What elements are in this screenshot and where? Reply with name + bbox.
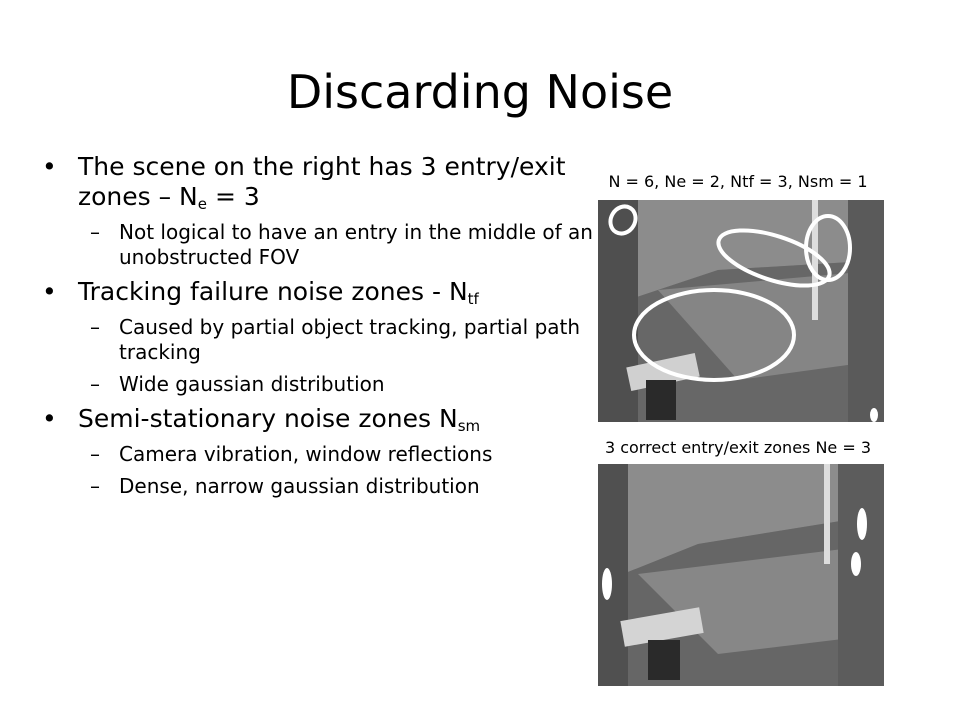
bullet-entry-exit-zones	[42, 152, 602, 212]
sub-bullet: – Wide gaussian distribution	[42, 372, 602, 397]
top-image-caption: N = 6, Ne = 2, Ntf = 3, Nsm = 1	[608, 172, 868, 191]
sub-bullet: – Camera vibration, window reflections	[42, 442, 602, 467]
bullet-subscript: tf	[467, 290, 479, 308]
bullet-subscript: sm	[457, 417, 481, 435]
bullet-text: Semi-stationary noise zones N	[78, 404, 458, 433]
bullet-text-after: = 3	[207, 182, 260, 211]
bottom-image-caption: 3 correct entry/exit zones Ne = 3	[604, 438, 872, 457]
bullet-tracking-failure	[42, 277, 602, 307]
bullet-semi-stationary	[42, 404, 602, 434]
bullet-text: The scene on the right has 3 entry/exit zones – N	[78, 152, 566, 211]
bullet-text: Tracking failure noise zones - N	[78, 277, 468, 306]
slide-title: Discarding Noise	[286, 65, 674, 119]
sub-bullet: – Dense, narrow gaussian distribution	[42, 474, 602, 499]
bullet-list	[42, 152, 602, 506]
top-scene-image	[598, 200, 884, 422]
bottom-scene-image	[598, 464, 884, 686]
sub-bullet: – Caused by partial object tracking, partial path tracking	[42, 315, 602, 365]
sub-bullet: – Not logical to have an entry in the middle of an unobstructed FOV	[42, 220, 602, 270]
bullet-subscript: e	[197, 195, 207, 213]
